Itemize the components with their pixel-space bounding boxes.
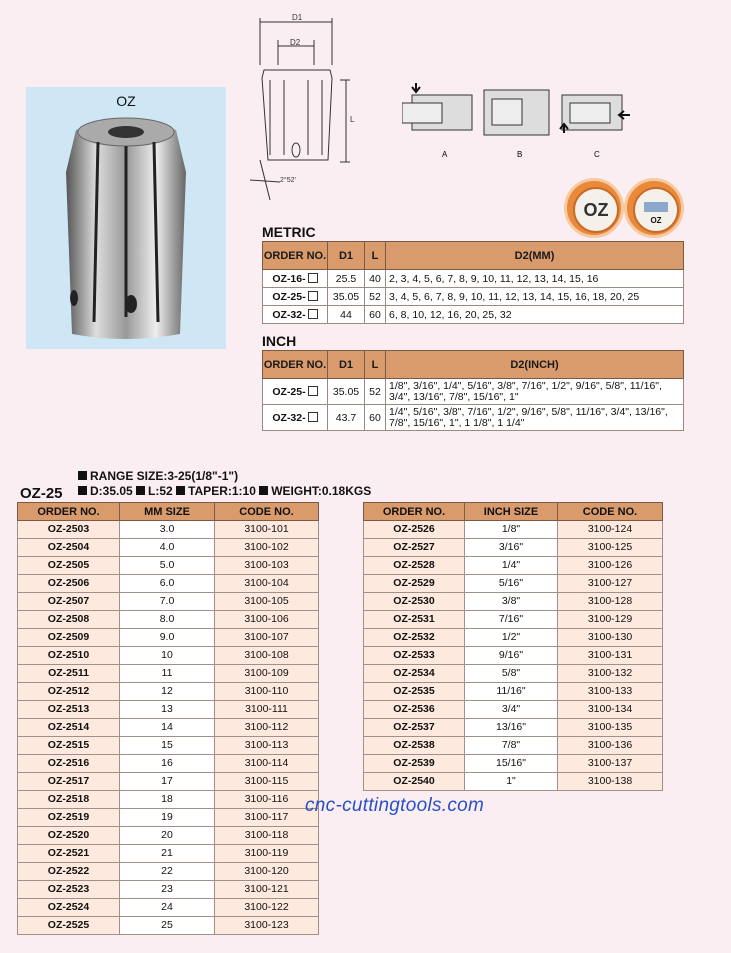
d2-sizes: 1/8", 3/16", 1/4", 5/16", 3/8", 7/16", 1/2", 9/16", 5/8", 11/16", 3/4", 13/16", 7/8", 15/16", 1" [386, 379, 684, 405]
code-no: 3100-108 [215, 647, 319, 665]
table-row [18, 899, 319, 917]
l-value: 52 [365, 288, 386, 306]
code-no: 3100-134 [558, 701, 663, 719]
size-value: 1" [465, 773, 558, 791]
l-value: 40 [365, 270, 386, 288]
code-no: 3100-135 [558, 719, 663, 737]
bullet-icon [136, 486, 145, 495]
oz25-title: OZ-25 [20, 485, 63, 502]
d2-sizes: 6, 8, 10, 12, 16, 20, 25, 32 [386, 306, 684, 324]
spec-d: D:35.05 [90, 484, 133, 498]
bullet-icon [259, 486, 268, 495]
table-row [18, 809, 319, 827]
oz25-specs [78, 469, 371, 499]
d1-value: 35.05 [328, 379, 365, 405]
size-value: 3.0 [120, 521, 215, 539]
metric-title: METRIC [262, 224, 316, 240]
size-value: 1/4" [465, 557, 558, 575]
code-no: 3100-136 [558, 737, 663, 755]
code-no: 3100-131 [558, 647, 663, 665]
table-row [18, 539, 319, 557]
photo-label: OZ [116, 93, 136, 109]
code-no: 3100-133 [558, 683, 663, 701]
mm-header-code: CODE NO. [215, 503, 319, 521]
size-value: 15 [120, 737, 215, 755]
order-no: OZ-2515 [18, 737, 120, 755]
metric-header-l: L [365, 242, 386, 270]
table-row [18, 683, 319, 701]
table-row [18, 719, 319, 737]
checkbox-icon [308, 273, 318, 283]
d2-sizes: 2, 3, 4, 5, 6, 7, 8, 9, 10, 11, 12, 13, 14, 15, 16 [386, 270, 684, 288]
table-row [364, 665, 663, 683]
code-no: 3100-119 [215, 845, 319, 863]
oz-type-text: OZ [650, 216, 662, 225]
code-no: 3100-132 [558, 665, 663, 683]
size-value: 3/4" [465, 701, 558, 719]
size-value: 5/16" [465, 575, 558, 593]
table-row [18, 917, 319, 935]
size-value: 1/2" [465, 629, 558, 647]
inch-size-table [363, 502, 663, 791]
order-no: OZ-2521 [18, 845, 120, 863]
angle-label: 2°52' [280, 177, 296, 184]
table-row [18, 557, 319, 575]
code-no: 3100-124 [558, 521, 663, 539]
table-row [263, 405, 684, 431]
order-no: OZ-2524 [18, 899, 120, 917]
order-no: OZ-2540 [364, 773, 465, 791]
size-value: 5.0 [120, 557, 215, 575]
code-no: 3100-121 [215, 881, 319, 899]
d1-value: 25.5 [328, 270, 365, 288]
order-no: OZ-2531 [364, 611, 465, 629]
table-row [18, 755, 319, 773]
d1-label: D1 [292, 13, 303, 22]
size-value: 8.0 [120, 611, 215, 629]
order-no: OZ-25- [272, 290, 306, 303]
table-row [364, 593, 663, 611]
order-no: OZ-2516 [18, 755, 120, 773]
size-value: 9.0 [120, 629, 215, 647]
table-row [364, 557, 663, 575]
order-no: OZ-2539 [364, 755, 465, 773]
table-row [364, 719, 663, 737]
code-no: 3100-109 [215, 665, 319, 683]
order-no: OZ-2517 [18, 773, 120, 791]
order-no: OZ-2529 [364, 575, 465, 593]
order-no: OZ-2537 [364, 719, 465, 737]
table-row [263, 288, 684, 306]
order-no: OZ-2528 [364, 557, 465, 575]
size-value: 4.0 [120, 539, 215, 557]
code-no: 3100-138 [558, 773, 663, 791]
table-row [18, 629, 319, 647]
table-row [18, 665, 319, 683]
code-no: 3100-114 [215, 755, 319, 773]
size-value: 25 [120, 917, 215, 935]
d2-sizes: 3, 4, 5, 6, 7, 8, 9, 10, 11, 12, 13, 14, 15, 16, 18, 20, 25 [386, 288, 684, 306]
size-value: 7.0 [120, 593, 215, 611]
spec-l: L:52 [148, 484, 173, 498]
table-row [18, 791, 319, 809]
table-row [18, 701, 319, 719]
order-no: OZ-2530 [364, 593, 465, 611]
size-value: 16 [120, 755, 215, 773]
order-no: OZ-2532 [364, 629, 465, 647]
table-row [364, 773, 663, 791]
size-value: 1/8" [465, 521, 558, 539]
size-value: 19 [120, 809, 215, 827]
code-no: 3100-110 [215, 683, 319, 701]
technical-drawing [250, 10, 370, 200]
d1-value: 44 [328, 306, 365, 324]
code-no: 3100-106 [215, 611, 319, 629]
watermark: cnc-cuttingtools.com [305, 795, 485, 816]
inch-header-order: ORDER NO. [263, 351, 328, 379]
size-value: 9/16" [465, 647, 558, 665]
view-b-label: B [517, 150, 523, 159]
table-row [18, 647, 319, 665]
table-row [364, 683, 663, 701]
code-no: 3100-104 [215, 575, 319, 593]
code-no: 3100-127 [558, 575, 663, 593]
order-no: OZ-2527 [364, 539, 465, 557]
product-photo-panel [26, 87, 226, 349]
order-no: OZ-2510 [18, 647, 120, 665]
code-no: 3100-125 [558, 539, 663, 557]
code-no: 3100-120 [215, 863, 319, 881]
size-value: 15/16" [465, 755, 558, 773]
inch-header-d2: D2(INCH) [386, 351, 684, 379]
mm-header-order: ORDER NO. [18, 503, 120, 521]
size-value: 11/16" [465, 683, 558, 701]
size-value: 7/8" [465, 737, 558, 755]
table-row [364, 629, 663, 647]
checkbox-icon [308, 386, 318, 396]
l-value: 52 [365, 379, 386, 405]
order-no: OZ-2534 [364, 665, 465, 683]
order-no: OZ-2504 [18, 539, 120, 557]
metric-header-order: ORDER NO. [263, 242, 328, 270]
code-no: 3100-129 [558, 611, 663, 629]
spec-taper: TAPER:1:10 [188, 484, 256, 498]
size-value: 18 [120, 791, 215, 809]
oz-badge [564, 178, 624, 238]
metric-table [262, 241, 684, 324]
table-row [364, 611, 663, 629]
code-no: 3100-101 [215, 521, 319, 539]
order-no: OZ-2507 [18, 593, 120, 611]
order-no: OZ-2522 [18, 863, 120, 881]
bullet-icon [78, 486, 87, 495]
l-label: L [350, 115, 355, 124]
table-row [18, 737, 319, 755]
code-no: 3100-103 [215, 557, 319, 575]
spec-weight: WEIGHT:0.18KGS [271, 484, 372, 498]
size-value: 6.0 [120, 575, 215, 593]
order-no: OZ-2514 [18, 719, 120, 737]
code-no: 3100-126 [558, 557, 663, 575]
mm-size-table [17, 502, 319, 935]
code-no: 3100-116 [215, 791, 319, 809]
metric-header-d1: D1 [328, 242, 365, 270]
size-value: 13/16" [465, 719, 558, 737]
inch-header-order: ORDER NO. [364, 503, 465, 521]
size-value: 10 [120, 647, 215, 665]
order-no: OZ-25- [272, 385, 306, 398]
order-no: OZ-2506 [18, 575, 120, 593]
order-no: OZ-2509 [18, 629, 120, 647]
order-no: OZ-2526 [364, 521, 465, 539]
order-no: OZ-2535 [364, 683, 465, 701]
size-value: 11 [120, 665, 215, 683]
table-row [18, 521, 319, 539]
oz-type-badge [624, 178, 684, 238]
l-value: 60 [365, 306, 386, 324]
order-no: OZ-2538 [364, 737, 465, 755]
code-no: 3100-128 [558, 593, 663, 611]
oz-badge-text: OZ [573, 187, 619, 233]
code-no: 3100-123 [215, 917, 319, 935]
mm-header-size: MM SIZE [120, 503, 215, 521]
checkbox-icon [308, 412, 318, 422]
table-row [364, 521, 663, 539]
order-no: OZ-2518 [18, 791, 120, 809]
table-row [364, 755, 663, 773]
code-no: 3100-118 [215, 827, 319, 845]
code-no: 3100-111 [215, 701, 319, 719]
code-no: 3100-137 [558, 755, 663, 773]
inch-header-l: L [365, 351, 386, 379]
table-row [364, 737, 663, 755]
table-row [364, 701, 663, 719]
order-no: OZ-2525 [18, 917, 120, 935]
code-no: 3100-115 [215, 773, 319, 791]
checkbox-icon [308, 309, 318, 319]
d2-sizes: 1/4", 5/16", 3/8", 7/16", 1/2", 9/16", 5/8", 11/16", 3/4", 13/16", 7/8", 15/16", 1", 1 1/8", 1 1/4" [386, 405, 684, 431]
code-no: 3100-117 [215, 809, 319, 827]
table-row [364, 647, 663, 665]
code-no: 3100-105 [215, 593, 319, 611]
table-row [263, 270, 684, 288]
table-row [364, 539, 663, 557]
size-value: 21 [120, 845, 215, 863]
size-value: 22 [120, 863, 215, 881]
table-row [18, 827, 319, 845]
size-value: 3/16" [465, 539, 558, 557]
code-no: 3100-122 [215, 899, 319, 917]
table-row [18, 881, 319, 899]
order-no: OZ-2520 [18, 827, 120, 845]
inch-table [262, 350, 684, 431]
size-value: 12 [120, 683, 215, 701]
order-no: OZ-2523 [18, 881, 120, 899]
collet-photo [56, 112, 196, 344]
order-no: OZ-2533 [364, 647, 465, 665]
table-row [263, 306, 684, 324]
code-no: 3100-113 [215, 737, 319, 755]
size-value: 14 [120, 719, 215, 737]
code-no: 3100-102 [215, 539, 319, 557]
order-no: OZ-2511 [18, 665, 120, 683]
metric-header-d2: D2(MM) [386, 242, 684, 270]
order-no: OZ-2513 [18, 701, 120, 719]
oz-type-icon [633, 187, 679, 233]
order-no: OZ-16- [272, 272, 306, 285]
view-c-label: C [594, 150, 600, 159]
size-value: 17 [120, 773, 215, 791]
table-row [263, 379, 684, 405]
checkbox-icon [308, 291, 318, 301]
l-value: 60 [365, 405, 386, 431]
order-no: OZ-2505 [18, 557, 120, 575]
bullet-icon [78, 471, 87, 480]
table-row [18, 593, 319, 611]
d1-value: 35.05 [328, 288, 365, 306]
inch-header-size: INCH SIZE [465, 503, 558, 521]
size-value: 20 [120, 827, 215, 845]
code-no: 3100-112 [215, 719, 319, 737]
table-row [18, 575, 319, 593]
table-row [18, 773, 319, 791]
order-no: OZ-2519 [18, 809, 120, 827]
spec-range: RANGE SIZE:3-25(1/8"-1") [90, 469, 239, 483]
inch-title: INCH [262, 333, 297, 349]
order-no: OZ-2536 [364, 701, 465, 719]
inch-header-code: CODE NO. [558, 503, 663, 521]
table-row [18, 845, 319, 863]
order-no: OZ-2503 [18, 521, 120, 539]
inch-header-d1: D1 [328, 351, 365, 379]
code-no: 3100-107 [215, 629, 319, 647]
size-value: 3/8" [465, 593, 558, 611]
assembly-views [402, 75, 637, 170]
d2-label: D2 [290, 38, 301, 47]
size-value: 13 [120, 701, 215, 719]
size-value: 23 [120, 881, 215, 899]
table-row [364, 575, 663, 593]
size-value: 24 [120, 899, 215, 917]
bullet-icon [176, 486, 185, 495]
order-no: OZ-32- [272, 308, 306, 321]
order-no: OZ-2512 [18, 683, 120, 701]
size-value: 5/8" [465, 665, 558, 683]
table-row [18, 611, 319, 629]
order-no: OZ-2508 [18, 611, 120, 629]
order-no: OZ-32- [272, 411, 306, 424]
view-a-label: A [442, 150, 448, 159]
d1-value: 43.7 [328, 405, 365, 431]
size-value: 7/16" [465, 611, 558, 629]
code-no: 3100-130 [558, 629, 663, 647]
table-row [18, 863, 319, 881]
